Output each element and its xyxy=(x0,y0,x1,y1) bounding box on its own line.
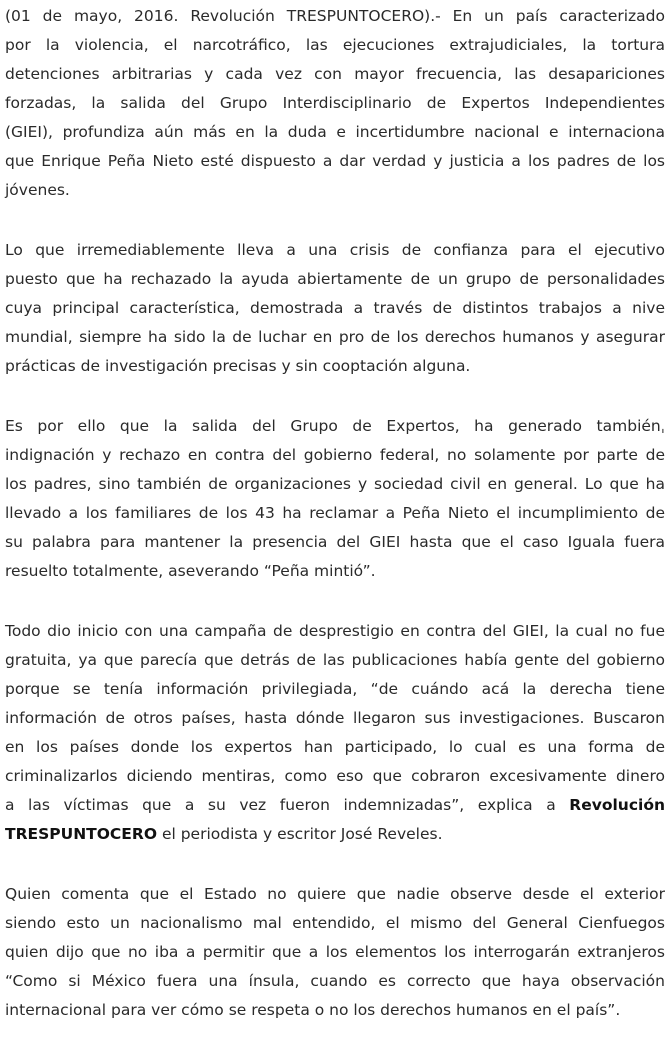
text-line: siendo esto un nacionalismo mal entendido, el mismo del General Cienfuegos xyxy=(5,914,665,932)
text-line: llevado a los familiares de los 43 ha reclamar a Peña Nieto el incumplimiento de xyxy=(5,504,665,522)
text-line: Todo dio inicio con una campaña de desprestigio en contra del GIEI, la cual no fue xyxy=(5,622,665,640)
text-line: por la violencia, el narcotráfico, las ejecuciones extrajudiciales, la tortura xyxy=(5,36,665,54)
paragraph-4 xyxy=(5,617,665,849)
text-line: información de otros países, hasta dónde llegaron sus investigaciones. Buscaron xyxy=(5,709,665,727)
text-line: (01 de mayo, 2016. Revolución TRESPUNTOCERO).- En un país caracterizado xyxy=(5,7,665,25)
text-line: internacional para ver cómo se respeta o no los derechos humanos en el país”. xyxy=(5,1001,621,1019)
text-line: que Enrique Peña Nieto esté dispuesto a dar verdad y justicia a los padres de los xyxy=(5,152,665,170)
text-line: porque se tenía información privilegiada, “de cuándo acá la derecha tiene xyxy=(5,680,665,698)
text-line: resuelto totalmente, aseverando “Peña mintió”. xyxy=(5,562,376,580)
text-line: criminalizarlos diciendo mentiras, como eso que cobraron excesivamente dinero xyxy=(5,767,665,785)
article-body xyxy=(5,2,665,1056)
text-line: en los países donde los expertos han participado, lo cual es una forma de xyxy=(5,738,665,756)
publication-name-bold: Revolución xyxy=(569,796,665,814)
text-line: puesto que ha rechazado la ayuda abiertamente de un grupo de personalidades xyxy=(5,270,665,288)
text-line: (GIEI), profundiza aún más en la duda e incertidumbre nacional e internaciona xyxy=(5,123,665,141)
paragraph-2 xyxy=(5,236,665,381)
text-segment: el periodista y escritor José Reveles. xyxy=(157,825,443,843)
text-line-with-bold xyxy=(5,791,665,820)
text-line: prácticas de investigación precisas y sin cooptación alguna. xyxy=(5,357,471,375)
text-line: Lo que irremediablemente lleva a una crisis de confianza para el ejecutivo xyxy=(5,241,665,259)
text-line: cuya principal característica, demostrada a través de distintos trabajos a nive xyxy=(5,299,665,317)
text-line: Es por ello que la salida del Grupo de Expertos, ha generado tambiénˌ xyxy=(5,417,665,435)
publication-name-bold: TRESPUNTOCERO xyxy=(5,825,158,843)
text-line: Quien comenta que el Estado no quiere que nadie observe desde el exterior xyxy=(5,885,665,903)
text-line: forzadas, la salida del Grupo Interdisciplinario de Expertos Independientes xyxy=(5,94,665,112)
text-line: detenciones arbitrarias y cada vez con mayor frecuencia, las desapariciones xyxy=(5,65,665,83)
text-line: gratuita, ya que parecía que detrás de las publicaciones había gente del gobierno xyxy=(5,651,665,669)
text-line-with-bold xyxy=(5,820,665,849)
text-line: mundial, siempre ha sido la de luchar en pro de los derechos humanos y asegurar xyxy=(5,328,665,346)
text-segment: a las víctimas que a su vez fueron indemnizadas”, explica a xyxy=(5,796,556,814)
text-line: quien dijo que no iba a permitir que a los elementos los interrogarán extranjeros xyxy=(5,943,665,961)
text-line: su palabra para mantener la presencia del GIEI hasta que el caso Iguala fuera xyxy=(5,533,665,551)
text-line: indignación y rechazo en contra del gobierno federal, no solamente por parte de xyxy=(5,446,665,464)
text-line: los padres, sino también de organizaciones y sociedad civil en general. Lo que ha xyxy=(5,475,665,493)
paragraph-1 xyxy=(5,2,665,205)
paragraph-3 xyxy=(5,412,665,586)
text-line: “Como si México fuera una ínsula, cuando es correcto que haya observación xyxy=(5,972,665,990)
paragraph-5 xyxy=(5,880,665,1025)
text-line: jóvenes. xyxy=(5,181,70,199)
